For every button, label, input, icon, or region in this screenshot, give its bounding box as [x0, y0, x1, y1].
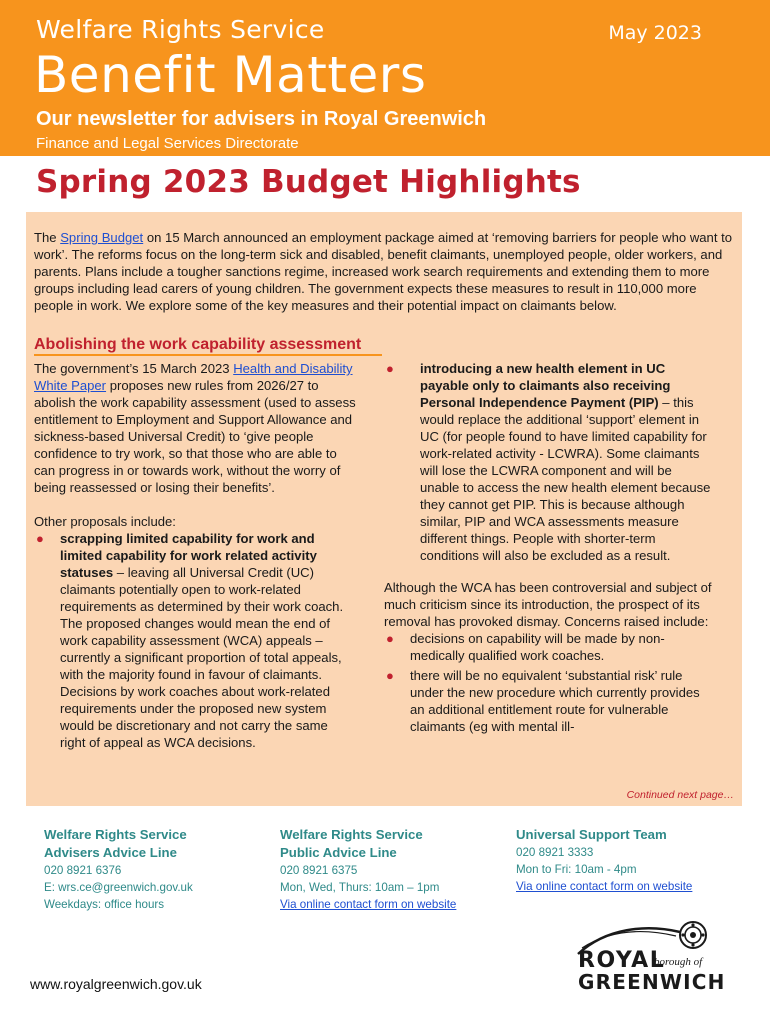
contact-hours: Mon, Wed, Thurs: 10am – 1pm: [280, 881, 440, 894]
bullet-icon: ●: [386, 631, 394, 646]
contact-title: Universal Support Team: [516, 827, 667, 842]
concerns-list: [384, 630, 714, 735]
white-paper-text-after: proposes new rules from 2026/27 to abolish the work capability assessment (used to assess entitlement to Employment and Support Allowance and sickness-based Universal Credit) to ‘give people confidence to try work, so that those who are able to can progress in or towards work, without the worry of being reassessed or losing their benefits’.: [34, 378, 356, 495]
proposal-title: scrapping limited capability for work and limited capability for work related activity statuses: [60, 531, 317, 580]
spring-budget-link[interactable]: Spring Budget: [60, 230, 144, 246]
other-proposals-intro: Other proposals include:: [34, 514, 176, 529]
article-panel: [26, 212, 742, 806]
list-item: [384, 667, 714, 735]
contact-hours: Mon to Fri: 10am - 4pm: [516, 863, 637, 876]
directorate-name: Finance and Legal Services Directorate: [36, 135, 299, 152]
contact-public-line: [280, 826, 500, 913]
right-column: [384, 360, 714, 738]
contact-title: Welfare Rights Service: [280, 827, 423, 842]
intro-text-after: on 15 March announced an employment package aimed at ‘removing barriers for people who want to work’. The reforms focus on the long-term sick and disabled, benefit claimants, unemployed people, older workers, and parents. Plans include a tougher sanctions regime, increased work search requirements and extending them to more groups including lead carers of young children. The government expects these measures to result in 110,000 more people in work. We explore some of the key measures and their potential impact on claimants below.: [34, 230, 733, 314]
newsletter-banner: [0, 0, 770, 156]
service-name: Welfare Rights Service: [36, 15, 325, 44]
contact-phone: 020 8921 6375: [280, 864, 358, 877]
contact-phone: 020 8921 6376: [44, 864, 122, 877]
logo-greenwich: GREENWICH: [578, 970, 726, 994]
contact-email[interactable]: E: wrs.ce@greenwich.gov.uk: [44, 881, 193, 894]
contact-subtitle: Advisers Advice Line: [44, 845, 177, 860]
list-item: [384, 360, 714, 564]
proposals-list-left: [34, 530, 356, 751]
newsletter-masthead: Benefit Matters: [34, 46, 427, 104]
intro-paragraph: [34, 229, 734, 314]
newsletter-tagline: Our newsletter for advisers in Royal Greenwich: [36, 108, 487, 130]
proposal-body: – leaving all Universal Credit (UC) claimants potentially open to work-related requirements as determined by their work coach. The proposed changes would mean the end of work capability assessment (WCA) appeals – currently a significant proportion of total appeals, with the majority found in favour of claimants. Decisions by work coaches about work-related requirements under the proposed new system would be discretionary and not carry the same right of appeal as WCA decisions.: [60, 565, 344, 750]
contact-advisers-line: [44, 826, 254, 913]
contact-universal-support: [516, 826, 746, 895]
concern-text: there will be no equivalent ‘substantial risk’ rule under the new procedure which currently provides an additional entitlement route for vulnerable claimants (eg with mental ill-: [410, 668, 700, 734]
contact-subtitle: Public Advice Line: [280, 845, 397, 860]
concern-text: decisions on capability will be made by non-medically qualified work coaches.: [410, 631, 665, 663]
contact-phone: 020 8921 3333: [516, 846, 594, 859]
concerns-intro: Although the WCA has been controversial and subject of much criticism since its introduction, the prospect of its removal has provoked dismay. Concerns raised include:: [384, 580, 712, 629]
list-item: [34, 530, 356, 751]
bullet-icon: ●: [36, 531, 44, 546]
bullet-icon: ●: [386, 668, 394, 683]
section-divider: [34, 354, 382, 356]
royal-greenwich-logo: [576, 918, 736, 998]
logo-borough-of: borough of: [654, 956, 703, 968]
article-headline: Spring 2023 Budget Highlights: [36, 164, 581, 200]
left-column: [34, 360, 356, 754]
contact-hours: Weekdays: office hours: [44, 898, 165, 911]
section-heading: Abolishing the work capability assessment: [34, 336, 362, 353]
white-paper-text-before: The government’s 15 March 2023: [34, 361, 234, 376]
white-paper-paragraph: [34, 360, 356, 496]
proposal-body: – this would replace the additional ‘support’ element in UC (for people found to have limited capability for work-related activity - LCWRA). Some claimants will lose the LCWRA component and will be unable to access the new health element because they cannot get PIP. This is because although similar, PIP and WCA assessments measure different things. People with shorter-term conditions will also be excluded as a result.: [420, 395, 711, 563]
website-url[interactable]: www.royalgreenwich.gov.uk: [30, 976, 202, 992]
list-item: [384, 630, 714, 664]
issue-date: May 2023: [608, 22, 702, 44]
bullet-icon: ●: [386, 361, 394, 376]
contact-title: Welfare Rights Service: [44, 827, 187, 842]
continued-next-page: Continued next page…: [626, 789, 734, 801]
white-paper-link[interactable]: Health and Disability White Paper: [34, 361, 353, 393]
proposal-title: introducing a new health element in UC payable only to claimants also receiving Personal Independence Payment (PIP): [420, 361, 671, 410]
contact-form-link[interactable]: Via online contact form on website: [516, 880, 693, 893]
tudor-rose-icon: [678, 920, 708, 950]
intro-text-before: The: [34, 230, 61, 246]
logo-royal: ROYAL: [578, 948, 666, 973]
proposals-list-right: [384, 360, 714, 564]
contact-form-link[interactable]: Via online contact form on website: [280, 898, 457, 911]
